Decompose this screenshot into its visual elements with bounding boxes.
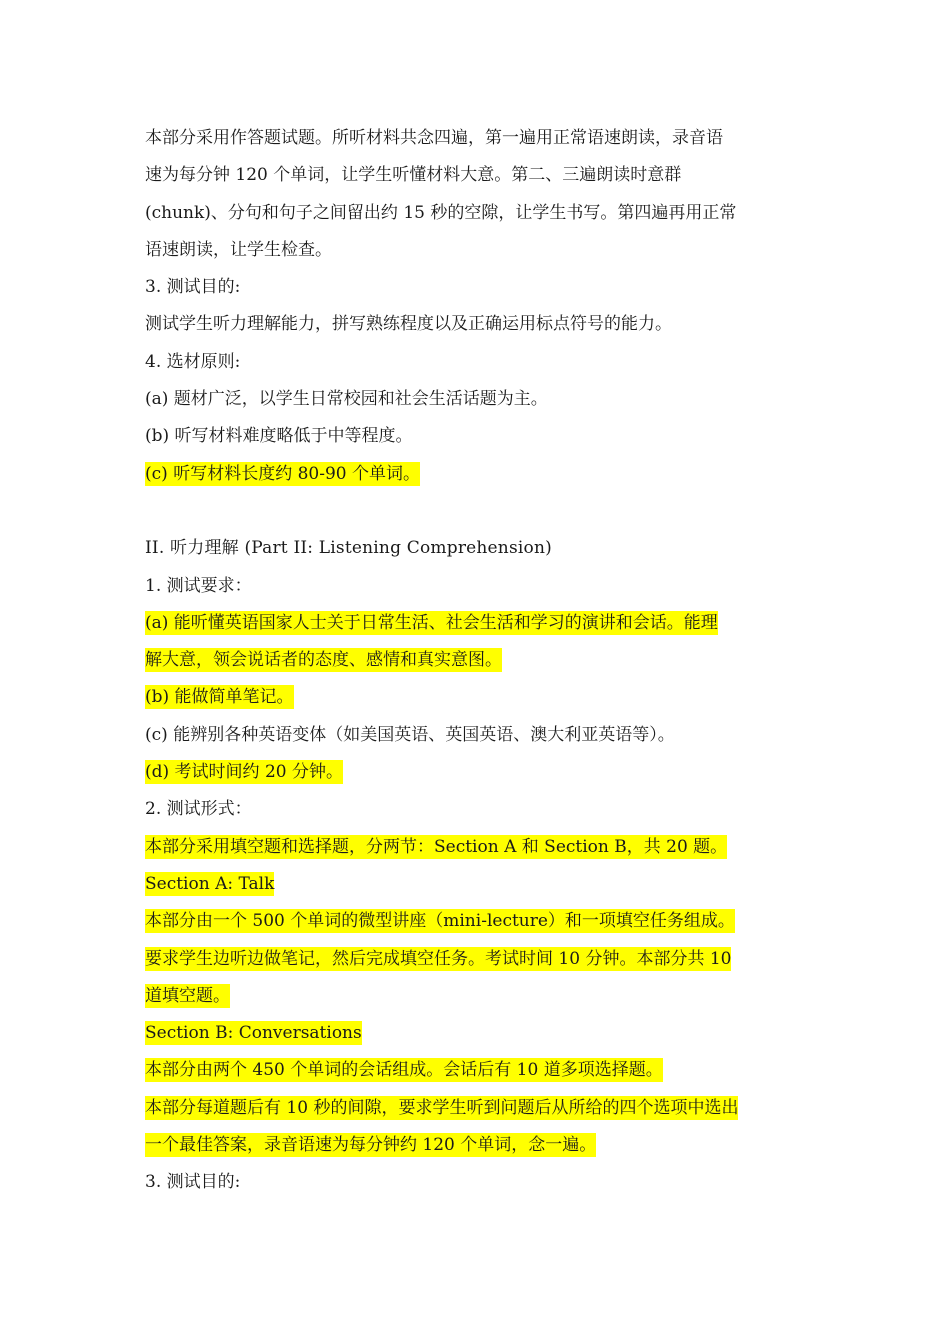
text-line-highlighted — [145, 1052, 810, 1089]
line-text: Section A: Talk — [145, 873, 275, 894]
text-line-highlighted — [145, 829, 810, 866]
section-heading — [145, 530, 810, 567]
blank-line — [145, 493, 810, 530]
text-line — [145, 568, 810, 605]
line-text: 语速朗读，让学生检查。 — [145, 239, 332, 260]
line-text: 本部分采用填空题和选择题，分两节：Section A 和 Section B，共 20 题。 — [145, 836, 728, 857]
document-body — [145, 120, 810, 1202]
line-text: 本部分由两个 450 个单词的会话组成。会话后有 10 道多项选择题。 — [145, 1060, 663, 1081]
line-text: 本部分由一个 500 个单词的微型讲座（mini-lecture）和一项填空任务组成。 — [145, 911, 735, 932]
text-line-highlighted — [145, 754, 810, 791]
line-text: 1. 测试要求： — [145, 575, 252, 596]
text-line-highlighted — [145, 1127, 810, 1164]
line-text: (b) 能做简单笔记。 — [145, 687, 294, 708]
text-line-highlighted — [145, 903, 810, 940]
text-line-highlighted — [145, 1015, 810, 1052]
text-line-highlighted — [145, 456, 810, 493]
text-line-highlighted — [145, 941, 810, 978]
text-line-highlighted — [145, 642, 810, 679]
line-text: (chunk)、分句和句子之间留出约 15 秒的空隙，让学生书写。第四遍再用正常 — [145, 202, 737, 223]
line-text: 测试学生听力理解能力，拼写熟练程度以及正确运用标点符号的能力。 — [145, 314, 672, 335]
text-line — [145, 418, 810, 455]
text-line — [145, 269, 810, 306]
text-line-highlighted — [145, 866, 810, 903]
text-line-highlighted — [145, 1090, 810, 1127]
heading-text: II. 听力理解 (Part II: Listening Comprehension) — [145, 538, 552, 559]
text-line — [145, 717, 810, 754]
text-line — [145, 791, 810, 828]
line-text: 解大意，领会说话者的态度、感情和真实意图。 — [145, 650, 502, 671]
line-text: 本部分每道题后有 10 秒的间隙，要求学生听到问题后从所给的四个选项中选出 — [145, 1097, 739, 1118]
line-text: (a) 题材广泛，以学生日常校园和社会生活话题为主。 — [145, 389, 548, 410]
text-line — [145, 157, 810, 194]
text-line — [145, 344, 810, 381]
text-line — [145, 381, 810, 418]
text-line-highlighted — [145, 978, 810, 1015]
line-text: (d) 考试时间约 20 分钟。 — [145, 762, 343, 783]
line-text: 4. 选材原则: — [145, 351, 241, 372]
line-text: (a) 能听懂英语国家人士关于日常生活、社会生活和学习的演讲和会话。能理 — [145, 612, 718, 633]
line-text: Section B: Conversations — [145, 1023, 362, 1044]
text-line — [145, 120, 810, 157]
text-line — [145, 306, 810, 343]
line-text: (c) 听写材料长度约 80-90 个单词。 — [145, 463, 421, 484]
text-line — [145, 195, 810, 232]
line-text: 要求学生边听边做笔记，然后完成填空任务。考试时间 10 分钟。本部分共 10 — [145, 948, 732, 969]
line-text: 2. 测试形式： — [145, 799, 252, 820]
line-text: (b) 听写材料难度略低于中等程度。 — [145, 426, 413, 447]
line-text: 3. 测试目的: — [145, 1172, 241, 1193]
line-text: 一个最佳答案，录音语速为每分钟约 120 个单词，念一遍。 — [145, 1135, 597, 1156]
line-text: 道填空题。 — [145, 985, 230, 1006]
text-line-highlighted — [145, 605, 810, 642]
text-line — [145, 232, 810, 269]
line-text: 速为每分钟 120 个单词，让学生听懂材料大意。第二、三遍朗读时意群 — [145, 165, 682, 186]
line-text: 3. 测试目的: — [145, 277, 241, 298]
line-text: 本部分采用作答题试题。所听材料共念四遍，第一遍用正常语速朗读，录音语 — [145, 128, 723, 148]
text-line-highlighted — [145, 679, 810, 716]
text-line — [145, 1164, 810, 1201]
line-text: (c) 能辨别各种英语变体（如美国英语、英国英语、澳大利亚英语等）。 — [145, 724, 675, 745]
